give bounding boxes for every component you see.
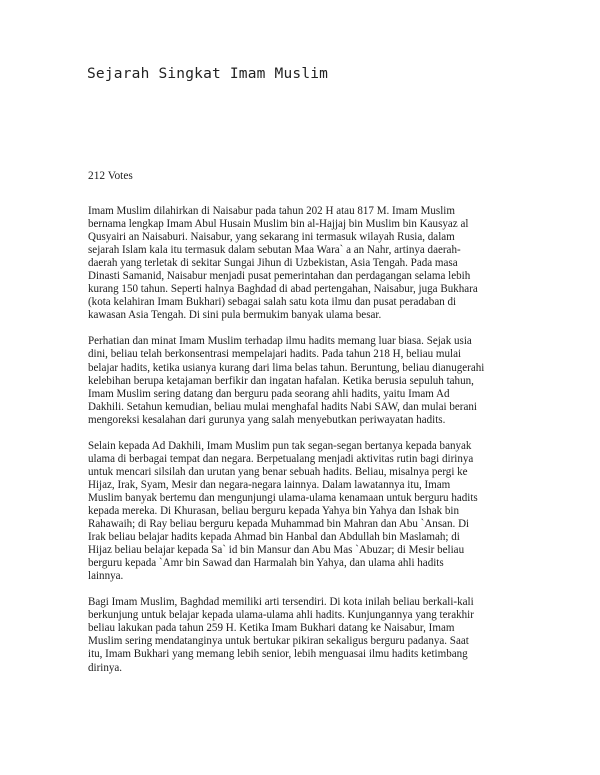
text-line: Hijaz beliau belajar kepada Sa` id bin Mansur dan Abu Mas `Abuzar; di Mesir beliau bbox=[88, 544, 465, 557]
vote-count: 212 Votes bbox=[88, 170, 133, 182]
text-line: daerah yang terletak di sekitar Sungai Jihun di Uzbekistan, Asia Tengah. Pada masa bbox=[88, 257, 458, 270]
text-line: dirinya. bbox=[88, 661, 123, 674]
text-line: Perhatian dan minat Imam Muslim terhadap ilmu hadits memang luar biasa. Sejak usia bbox=[88, 335, 472, 348]
text-line: Hijaz, Irak, Syam, Mesir dan negara-negara lainnya. Dalam lawatannya itu, Imam bbox=[88, 478, 451, 491]
paragraph bbox=[88, 205, 528, 322]
paragraph bbox=[88, 335, 528, 426]
text-line: bernama lengkap Imam Abul Husain Muslim bin al-Hajjaj bin Muslim bin Kausyaz al bbox=[88, 218, 469, 231]
article-body bbox=[88, 205, 528, 688]
paragraph bbox=[88, 596, 528, 674]
document-title: Sejarah Singkat Imam Muslim bbox=[87, 66, 329, 82]
text-line: beliau lakukan pada tahun 259 H. Ketika Imam Bukhari datang ke Naisabur, Imam bbox=[88, 622, 455, 635]
text-line: Rahawaih; di Ray beliau berguru kepada Muhammad bin Mahran dan Abu `Ansan. Di bbox=[88, 518, 470, 531]
text-line: Bagi Imam Muslim, Baghdad memiliki arti tersendiri. Di kota inilah beliau berkali-kali bbox=[88, 596, 474, 609]
text-line: Imam Muslim dilahirkan di Naisabur pada tahun 202 H atau 817 M. Imam Muslim bbox=[88, 205, 455, 217]
text-line: mengoreksi kesalahan dari gurunya yang salah menyebutkan periwayatan hadits. bbox=[88, 413, 446, 426]
text-line: kurang 150 tahun. Seperti halnya Baghdad di abad pertengahan, Naisabur, juga Bukhara bbox=[88, 283, 478, 296]
text-line: Dakhili. Setahun kemudian, beliau mulai menghafal hadits Nabi SAW, dan mulai berani bbox=[88, 400, 477, 413]
text-line: Muslim banyak bertemu dan mengunjungi ulama-ulama kenamaan untuk berguru hadits bbox=[88, 491, 478, 504]
text-line: sejarah Islam kala itu termasuk dalam sebutan Maa Wara` a an Nahr, artinya daerah- bbox=[88, 244, 461, 257]
paragraph bbox=[88, 440, 528, 584]
text-line: itu, Imam Bukhari yang memang lebih senior, lebih menguasai ilmu hadits ketimbang bbox=[88, 648, 468, 661]
text-line: kawasan Asia Tengah. Di sini pula bermukim banyak ulama besar. bbox=[88, 309, 382, 322]
text-line: berguru kepada `Amr bin Sawad dan Harmalah bin Yahya, dan ulama ahli hadits bbox=[88, 557, 444, 570]
text-line: belajar hadits, ketika usianya kurang dari lima belas tahun. Beruntung, beliau dianugerahi bbox=[88, 361, 485, 374]
text-line: Qusyairi an Naisaburi. Naisabur, yang sekarang ini termasuk wilayah Rusia, dalam bbox=[88, 231, 455, 244]
text-line: ulama di berbagai tempat dan negara. Berpetualang menjadi aktivitas rutin bagi dirinya bbox=[88, 452, 474, 465]
text-line: Imam Muslim sering datang dan berguru pada seorang ahli hadits, yaitu Imam Ad bbox=[88, 387, 450, 400]
text-line: dini, beliau telah berkonsentrasi mempelajari hadits. Pada tahun 218 H, beliau mulai bbox=[88, 348, 462, 361]
text-line: berkunjung untuk belajar kepada ulama-ulama ahli hadits. Kunjungannya yang terakhir bbox=[88, 609, 474, 622]
text-line: Selain kepada Ad Dakhili, Imam Muslim pun tak segan-segan bertanya kepada banyak bbox=[88, 439, 472, 452]
text-line: Irak beliau belajar hadits kepada Ahmad bin Hanbal dan Abdullah bin Maslamah; di bbox=[88, 531, 460, 544]
text-line: kepada mereka. Di Khurasan, beliau berguru kepada Yahya bin Yahya dan Ishak bin bbox=[88, 504, 459, 517]
text-line: (kota kelahiran Imam Bukhari) sebagai salah satu kota ilmu dan pusat peradaban di bbox=[88, 296, 457, 309]
text-line: Muslim sering mendatanginya untuk bertukar pikiran sekaligus berguru padanya. Saat bbox=[88, 635, 469, 648]
text-line: kelebihan berupa ketajaman berfikir dan ingatan hafalan. Ketika berusia sepuluh tahun, bbox=[88, 374, 474, 387]
text-line: Dinasti Samanid, Naisabur menjadi pusat pemerintahan dan perdagangan selama lebih bbox=[88, 270, 471, 283]
text-line: untuk mencari silsilah dan urutan yang benar sebuah hadits. Beliau, misalnya pergi ke bbox=[88, 465, 468, 478]
text-line: lainnya. bbox=[88, 570, 124, 583]
